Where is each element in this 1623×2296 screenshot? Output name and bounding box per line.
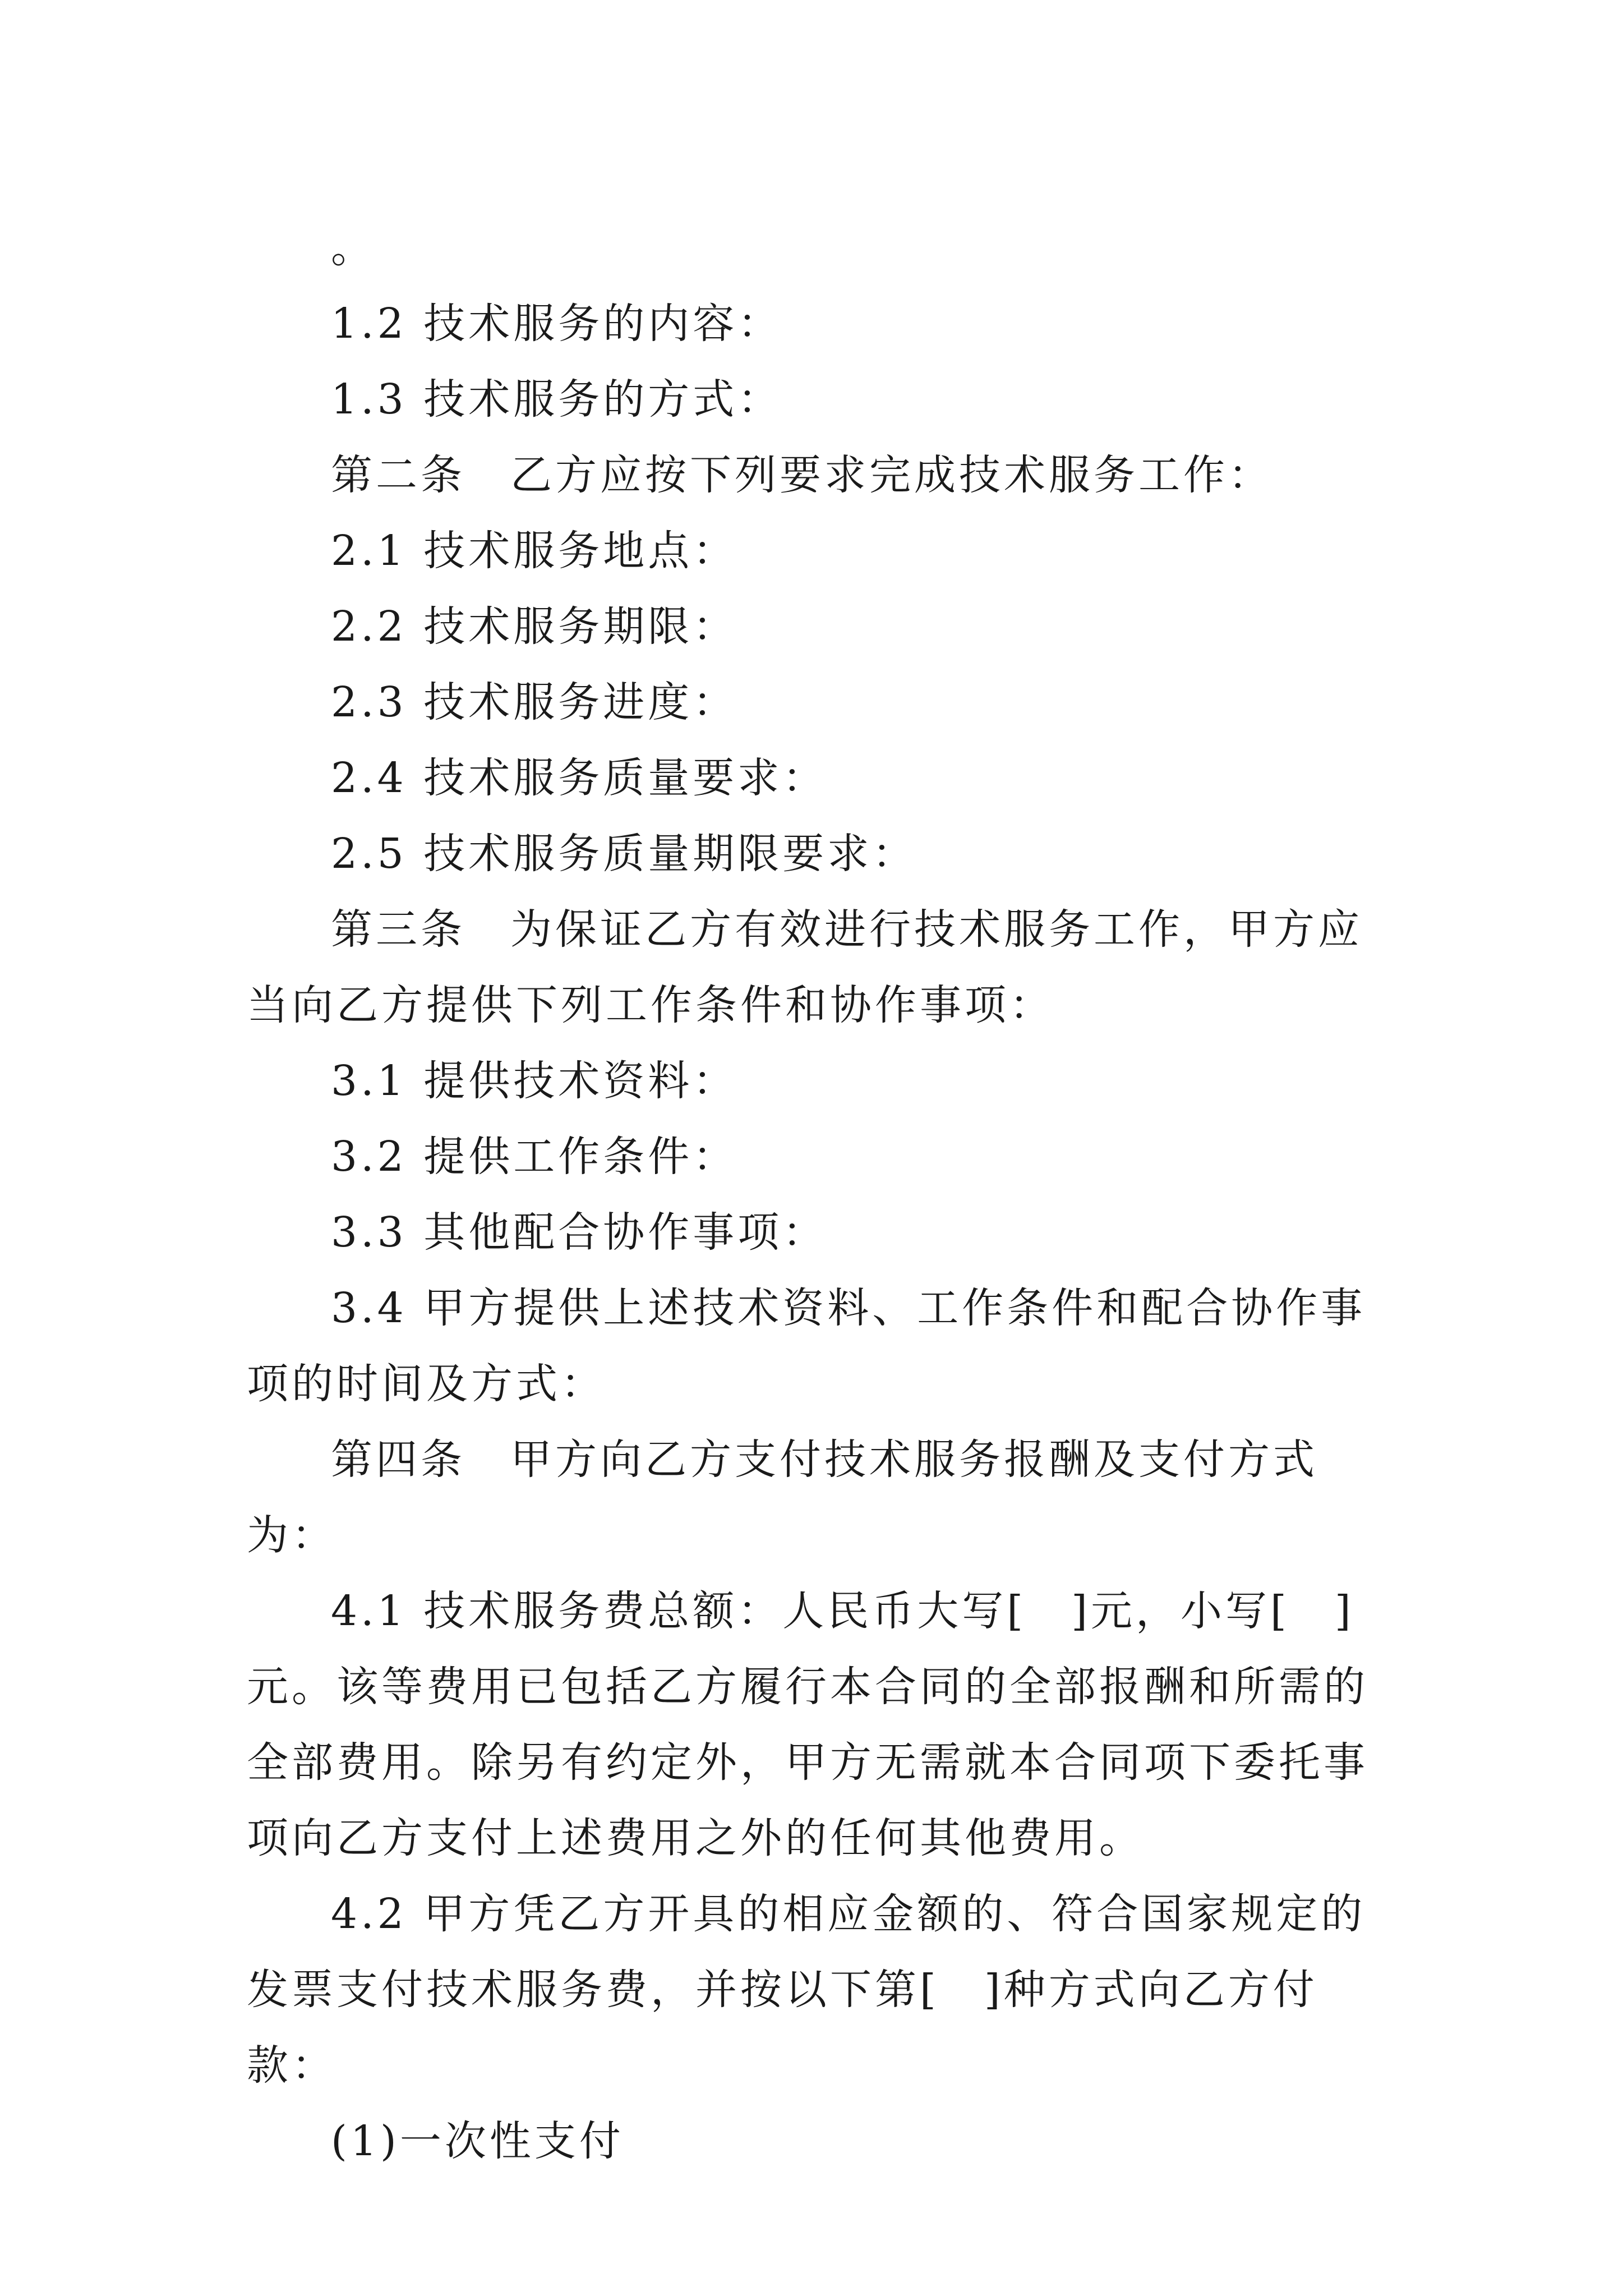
clause-3-2-working-conditions: 3.2 提供工作条件： <box>331 1133 738 1181</box>
clause-3-1-technical-materials: 3.1 提供技术资料： <box>331 1057 738 1105</box>
document-body <box>247 210 1396 2179</box>
clause-1-2-service-content: 1.2 技术服务的内容： <box>331 300 783 348</box>
clause-2-5-quality-period-requirements: 2.5 技术服务质量期限要求： <box>331 830 917 878</box>
article-4-heading: 第四条 甲方向乙方支付技术服务报酬及支付方式为： <box>247 1435 1318 1559</box>
clause-3-4-time-and-method: 3.4 甲方提供上述技术资料、工作条件和配合协作事项的时间及方式： <box>247 1284 1366 1408</box>
clause-2-4-quality-requirements: 2.4 技术服务质量要求： <box>331 754 828 802</box>
payment-option-1-lump-sum: (1)一次性支付 <box>331 2117 624 2165</box>
clause-1-3-service-method: 1.3 技术服务的方式： <box>331 375 783 424</box>
clause-2-2-service-period: 2.2 技术服务期限： <box>331 602 738 651</box>
clause-2-1-service-location: 2.1 技术服务地点： <box>331 527 738 575</box>
clause-3-3-other-cooperation: 3.3 其他配合协作事项： <box>331 1208 828 1257</box>
paragraph-fragment-end: 。 <box>331 224 376 272</box>
article-2-heading: 第二条 乙方应按下列要求完成技术服务工作： <box>331 451 1273 499</box>
article-3-heading: 第三条 为保证乙方有效进行技术服务工作，甲方应当向乙方提供下列工作条件和协作事项： <box>247 905 1363 1029</box>
clause-4-1-total-fee: 4.1 技术服务费总额：人民币大写[ ]元，小写[ ]元。该等费用已包括乙方履行本合同的全部报酬和所需的全部费用。除另有约定外，甲方无需就本合同项下委托事项向乙方支付上述费用之外的任何其他费用。 <box>247 1587 1368 1862</box>
clause-2-3-service-progress: 2.3 技术服务进度： <box>331 678 738 726</box>
clause-4-2-payment-method: 4.2 甲方凭乙方开具的相应金额的、符合国家规定的发票支付技术服务费，并按以下第[ ]种方式向乙方付款： <box>247 1890 1366 2090</box>
